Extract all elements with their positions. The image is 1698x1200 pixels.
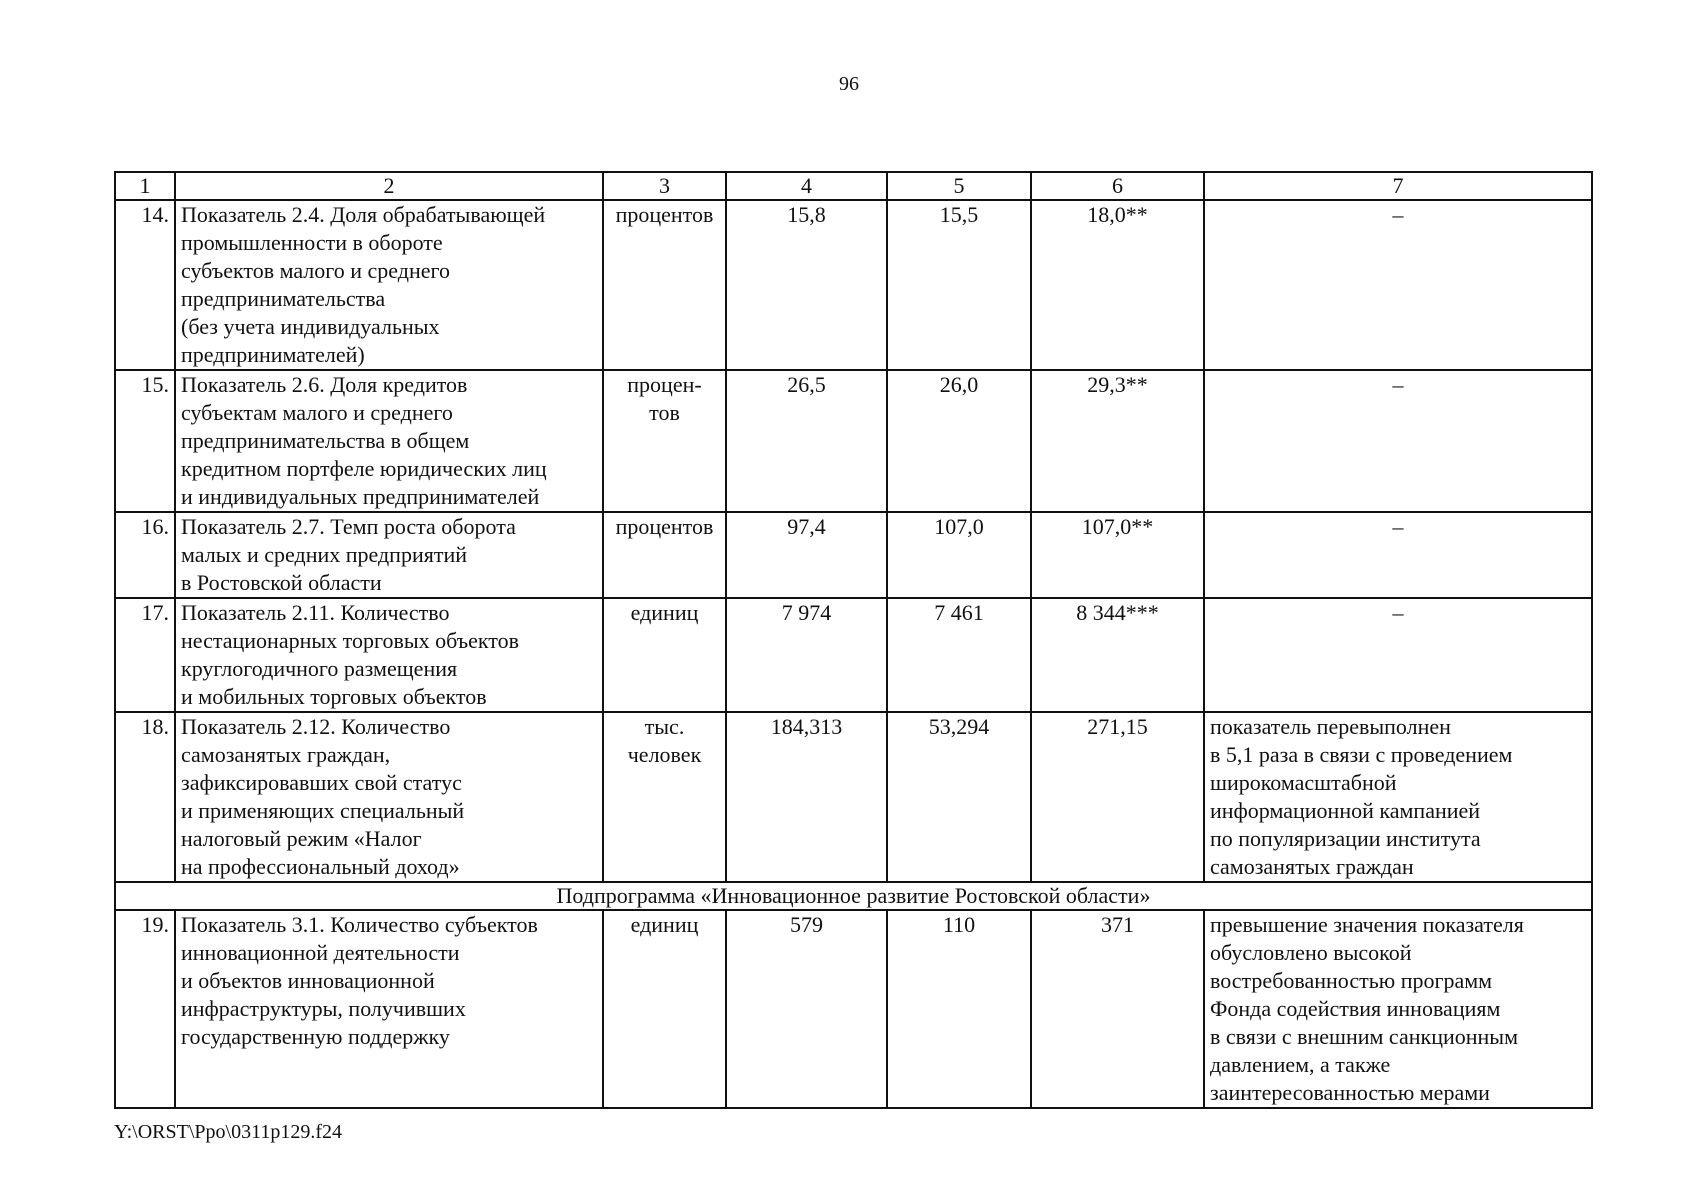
value-col6: 29,3** bbox=[1031, 370, 1204, 512]
table-row bbox=[115, 370, 1592, 512]
note-cell: превышение значения показателя обусловлено высокой востребованностью программ Фонда содействия инновациям в связи с внешним санкционным давлением, а также заинтересованностью мерами bbox=[1204, 910, 1592, 1108]
value-col4: 7 974 bbox=[726, 598, 887, 712]
value-col4: 579 bbox=[726, 910, 887, 1108]
unit-cell: тыс. человек bbox=[603, 712, 726, 882]
indicator-name: Показатель 2.6. Доля кредитов субъектам малого и среднего предпринимательства в общем кредитном портфеле юридических лиц и индивидуальных предпринимателей bbox=[175, 370, 603, 512]
value-col5: 7 461 bbox=[887, 598, 1031, 712]
table-row bbox=[115, 200, 1592, 370]
value-col5: 110 bbox=[887, 910, 1031, 1108]
indicator-name: Показатель 2.12. Количество самозанятых граждан, зафиксировавших свой статус и применяющих специальный налоговый режим «Налог на профессиональный доход» bbox=[175, 712, 603, 882]
value-col5: 26,0 bbox=[887, 370, 1031, 512]
indicator-name: Показатель 2.4. Доля обрабатывающей промышленности в обороте субъектов малого и среднего предпринимательства (без учета индивидуальных предпринимателей) bbox=[175, 200, 603, 370]
indicators-table bbox=[114, 171, 1593, 1109]
row-number: 17. bbox=[115, 598, 175, 712]
indicator-name: Показатель 2.7. Темп роста оборота малых и средних предприятий в Ростовской области bbox=[175, 512, 603, 598]
unit-cell: процен- тов bbox=[603, 370, 726, 512]
value-col6: 107,0** bbox=[1031, 512, 1204, 598]
value-col6: 271,15 bbox=[1031, 712, 1204, 882]
value-col6: 371 bbox=[1031, 910, 1204, 1108]
column-number: 1 bbox=[115, 172, 175, 200]
column-number: 4 bbox=[726, 172, 887, 200]
row-number: 18. bbox=[115, 712, 175, 882]
page-number: 96 bbox=[839, 73, 859, 95]
value-col6: 8 344*** bbox=[1031, 598, 1204, 712]
column-number: 5 bbox=[887, 172, 1031, 200]
note-cell: – bbox=[1204, 370, 1592, 512]
indicator-name: Показатель 2.11. Количество нестационарных торговых объектов круглогодичного размещения и мобильных торговых объектов bbox=[175, 598, 603, 712]
table-row bbox=[115, 512, 1592, 598]
table-row bbox=[115, 598, 1592, 712]
subprogram-row bbox=[115, 882, 1592, 910]
column-number: 3 bbox=[603, 172, 726, 200]
note-cell: показатель перевыполнен в 5,1 раза в связи с проведением широкомасштабной информационной кампанией по популяризации института самозанятых граждан bbox=[1204, 712, 1592, 882]
value-col5: 15,5 bbox=[887, 200, 1031, 370]
value-col4: 26,5 bbox=[726, 370, 887, 512]
value-col5: 53,294 bbox=[887, 712, 1031, 882]
value-col5: 107,0 bbox=[887, 512, 1031, 598]
row-number: 16. bbox=[115, 512, 175, 598]
row-number: 15. bbox=[115, 370, 175, 512]
file-path-footer: Y:\ORST\Ppo\0311p129.f24 bbox=[114, 1121, 342, 1143]
table-row bbox=[115, 910, 1592, 1108]
unit-cell: процентов bbox=[603, 512, 726, 598]
value-col6: 18,0** bbox=[1031, 200, 1204, 370]
note-cell: – bbox=[1204, 512, 1592, 598]
column-numbers-row bbox=[115, 172, 1592, 200]
row-number: 19. bbox=[115, 910, 175, 1108]
column-number: 2 bbox=[175, 172, 603, 200]
note-cell: – bbox=[1204, 200, 1592, 370]
row-number: 14. bbox=[115, 200, 175, 370]
column-number: 6 bbox=[1031, 172, 1204, 200]
table-row bbox=[115, 712, 1592, 882]
unit-cell: единиц bbox=[603, 910, 726, 1108]
value-col4: 184,313 bbox=[726, 712, 887, 882]
indicator-name: Показатель 3.1. Количество субъектов инновационной деятельности и объектов инновационной инфраструктуры, получивших государственную поддержку bbox=[175, 910, 603, 1108]
value-col4: 15,8 bbox=[726, 200, 887, 370]
value-col4: 97,4 bbox=[726, 512, 887, 598]
unit-cell: процентов bbox=[603, 200, 726, 370]
subprogram-title: Подпрограмма «Инновационное развитие Ростовской области» bbox=[115, 882, 1592, 910]
column-number: 7 bbox=[1204, 172, 1592, 200]
note-cell: – bbox=[1204, 598, 1592, 712]
unit-cell: единиц bbox=[603, 598, 726, 712]
